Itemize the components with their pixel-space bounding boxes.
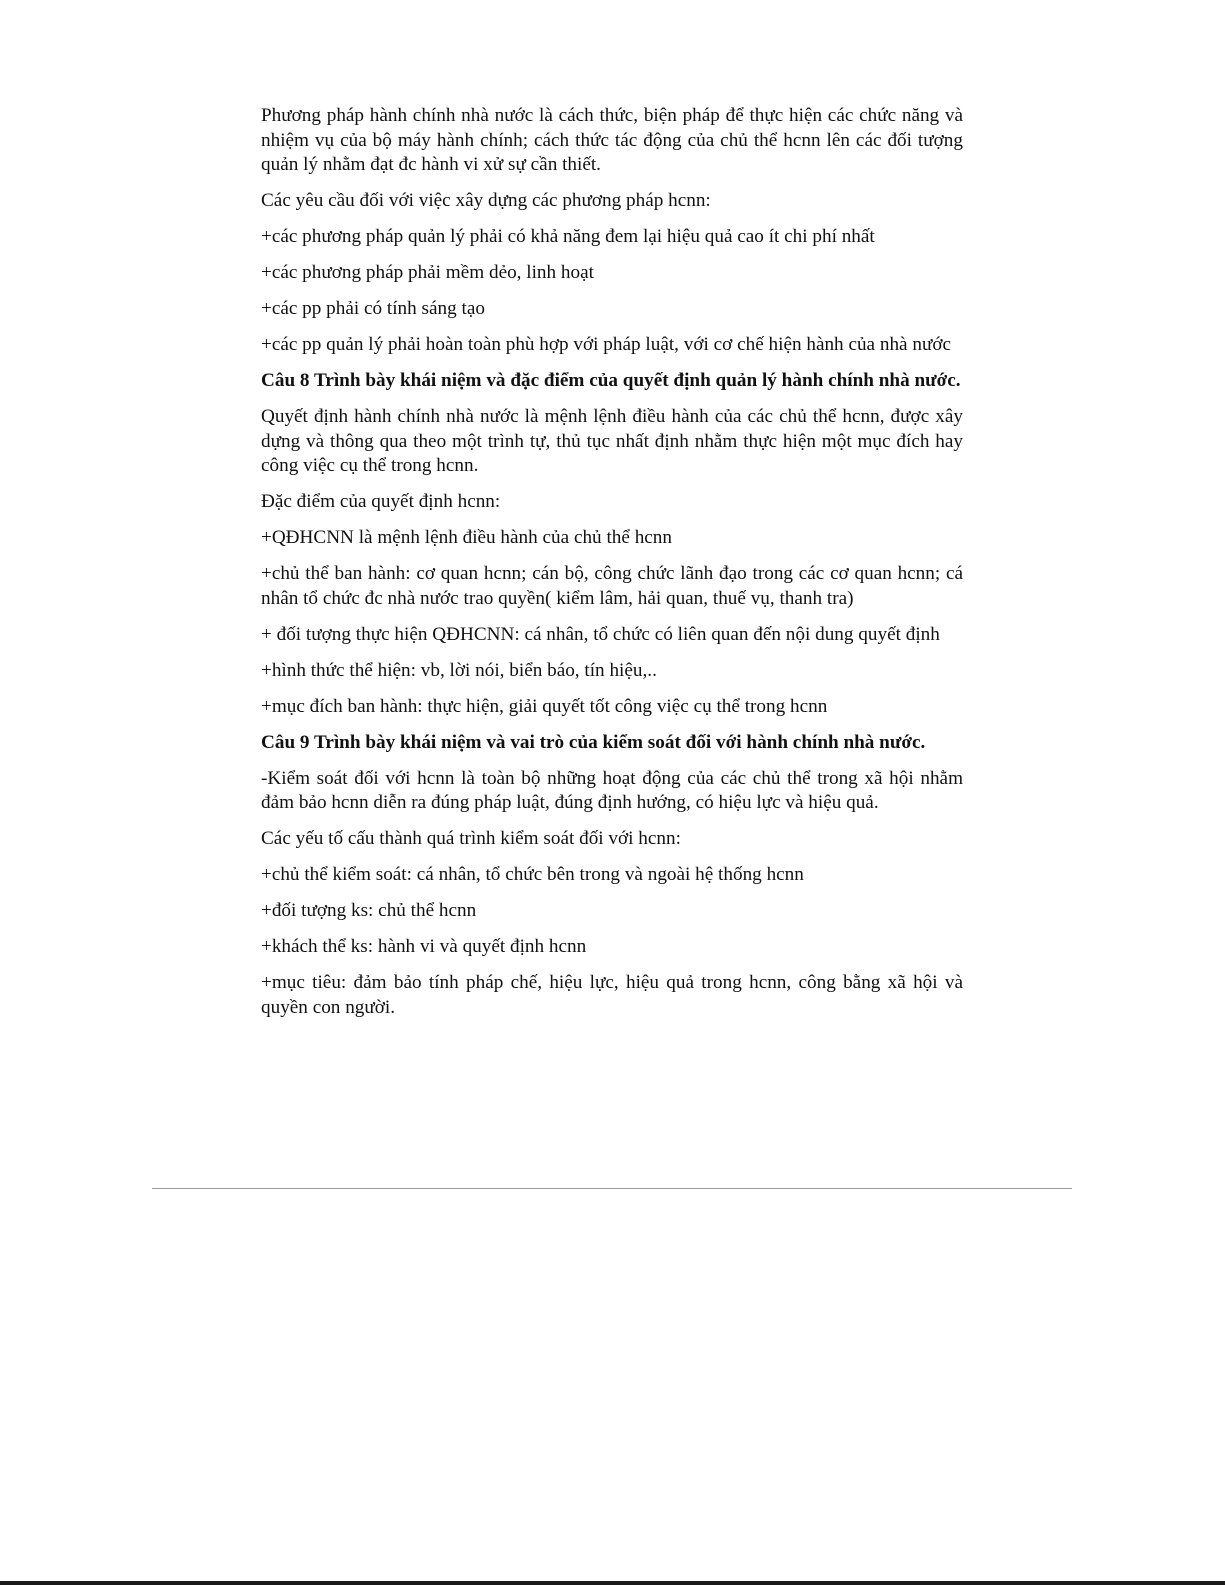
list-item-element-2: +đối tượng ks: chủ thể hcnn: [261, 900, 477, 921]
list-item-element-1: +chủ thể kiểm soát: cá nhân, tổ chức bên trong và ngoài hệ thống hcnn: [261, 864, 804, 885]
list-item-element-3: +khách thể ks: hành vi và quyết định hcnn: [261, 936, 587, 957]
list-item-feature-2: +chủ thể ban hành: cơ quan hcnn; cán bộ, công chức lãnh đạo trong các cơ quan hcnn; cá nhân tổ chức đc nhà nước trao quyền( kiểm lâm, hải quan, thuế vụ, thanh tra): [261, 563, 963, 609]
list-item-requirement-1: +các phương pháp quản lý phải có khả năng đem lại hiệu quả cao ít chi phí nhất: [261, 226, 875, 247]
paragraph-definition-decision: Quyết định hành chính nhà nước là mệnh lệnh điều hành của các chủ thể hcnn, được xây dựng và thông qua theo một trình tự, thủ tục nhất định nhằm thực hiện một mục đích hay công việc cụ thể trong hcnn.: [261, 406, 963, 476]
question-9-heading: Câu 9 Trình bày khái niệm và vai trò của kiểm soát đối với hành chính nhà nước.: [261, 731, 926, 753]
list-item-feature-5: +mục đích ban hành: thực hiện, giải quyết tốt công việc cụ thể trong hcnn: [261, 695, 828, 717]
list-item-element-4: +mục tiêu: đảm bảo tính pháp chế, hiệu lực, hiệu quả trong hcnn, công bằng xã hội và quyền con người.: [261, 972, 963, 1018]
page-bottom-edge: [0, 1581, 1225, 1585]
paragraph-definition-admin-method: Phương pháp hành chính nhà nước là cách thức, biện pháp để thực hiện các chức năng và nhiệm vụ của bộ máy hành chính; cách thức tác động của chủ thể hcnn lên các đối tượng quản lý nhằm đạt đc hành vi xử sự cần thiết.: [261, 105, 963, 175]
paragraph-definition-control: -Kiểm soát đối với hcnn là toàn bộ những hoạt động của các chủ thể trong xã hội nhằm đảm bảo hcnn diễn ra đúng pháp luật, đúng định hướng, có hiệu lực và hiệu quả.: [261, 767, 963, 813]
list-item-requirement-2: +các phương pháp phải mềm dẻo, linh hoạt: [261, 262, 594, 283]
paragraph-requirements-intro: Các yêu cầu đối với việc xây dựng các phương pháp hcnn:: [261, 190, 711, 211]
list-item-requirement-4: +các pp quản lý phải hoàn toàn phù hợp với pháp luật, với cơ chế hiện hành của nhà nước: [261, 334, 952, 355]
list-item-feature-4: +hình thức thể hiện: vb, lời nói, biển báo, tín hiệu,..: [261, 659, 657, 681]
document-body: [261, 104, 963, 1032]
paragraph-decision-features-intro: Đặc điểm của quyết định hcnn:: [261, 491, 501, 512]
list-item-requirement-3: +các pp phải có tính sáng tạo: [261, 298, 485, 319]
paragraph-control-elements-intro: Các yếu tố cấu thành quá trình kiểm soát đối với hcnn:: [261, 828, 681, 849]
list-item-feature-1: +QĐHCNN là mệnh lệnh điều hành của chủ thể hcnn: [261, 527, 672, 548]
page-divider: [152, 1188, 1072, 1189]
list-item-feature-3: + đối tượng thực hiện QĐHCNN: cá nhân, tổ chức có liên quan đến nội dung quyết định: [261, 623, 940, 645]
question-8-heading: Câu 8 Trình bày khái niệm và đặc điểm của quyết định quản lý hành chính nhà nước.: [261, 370, 961, 391]
